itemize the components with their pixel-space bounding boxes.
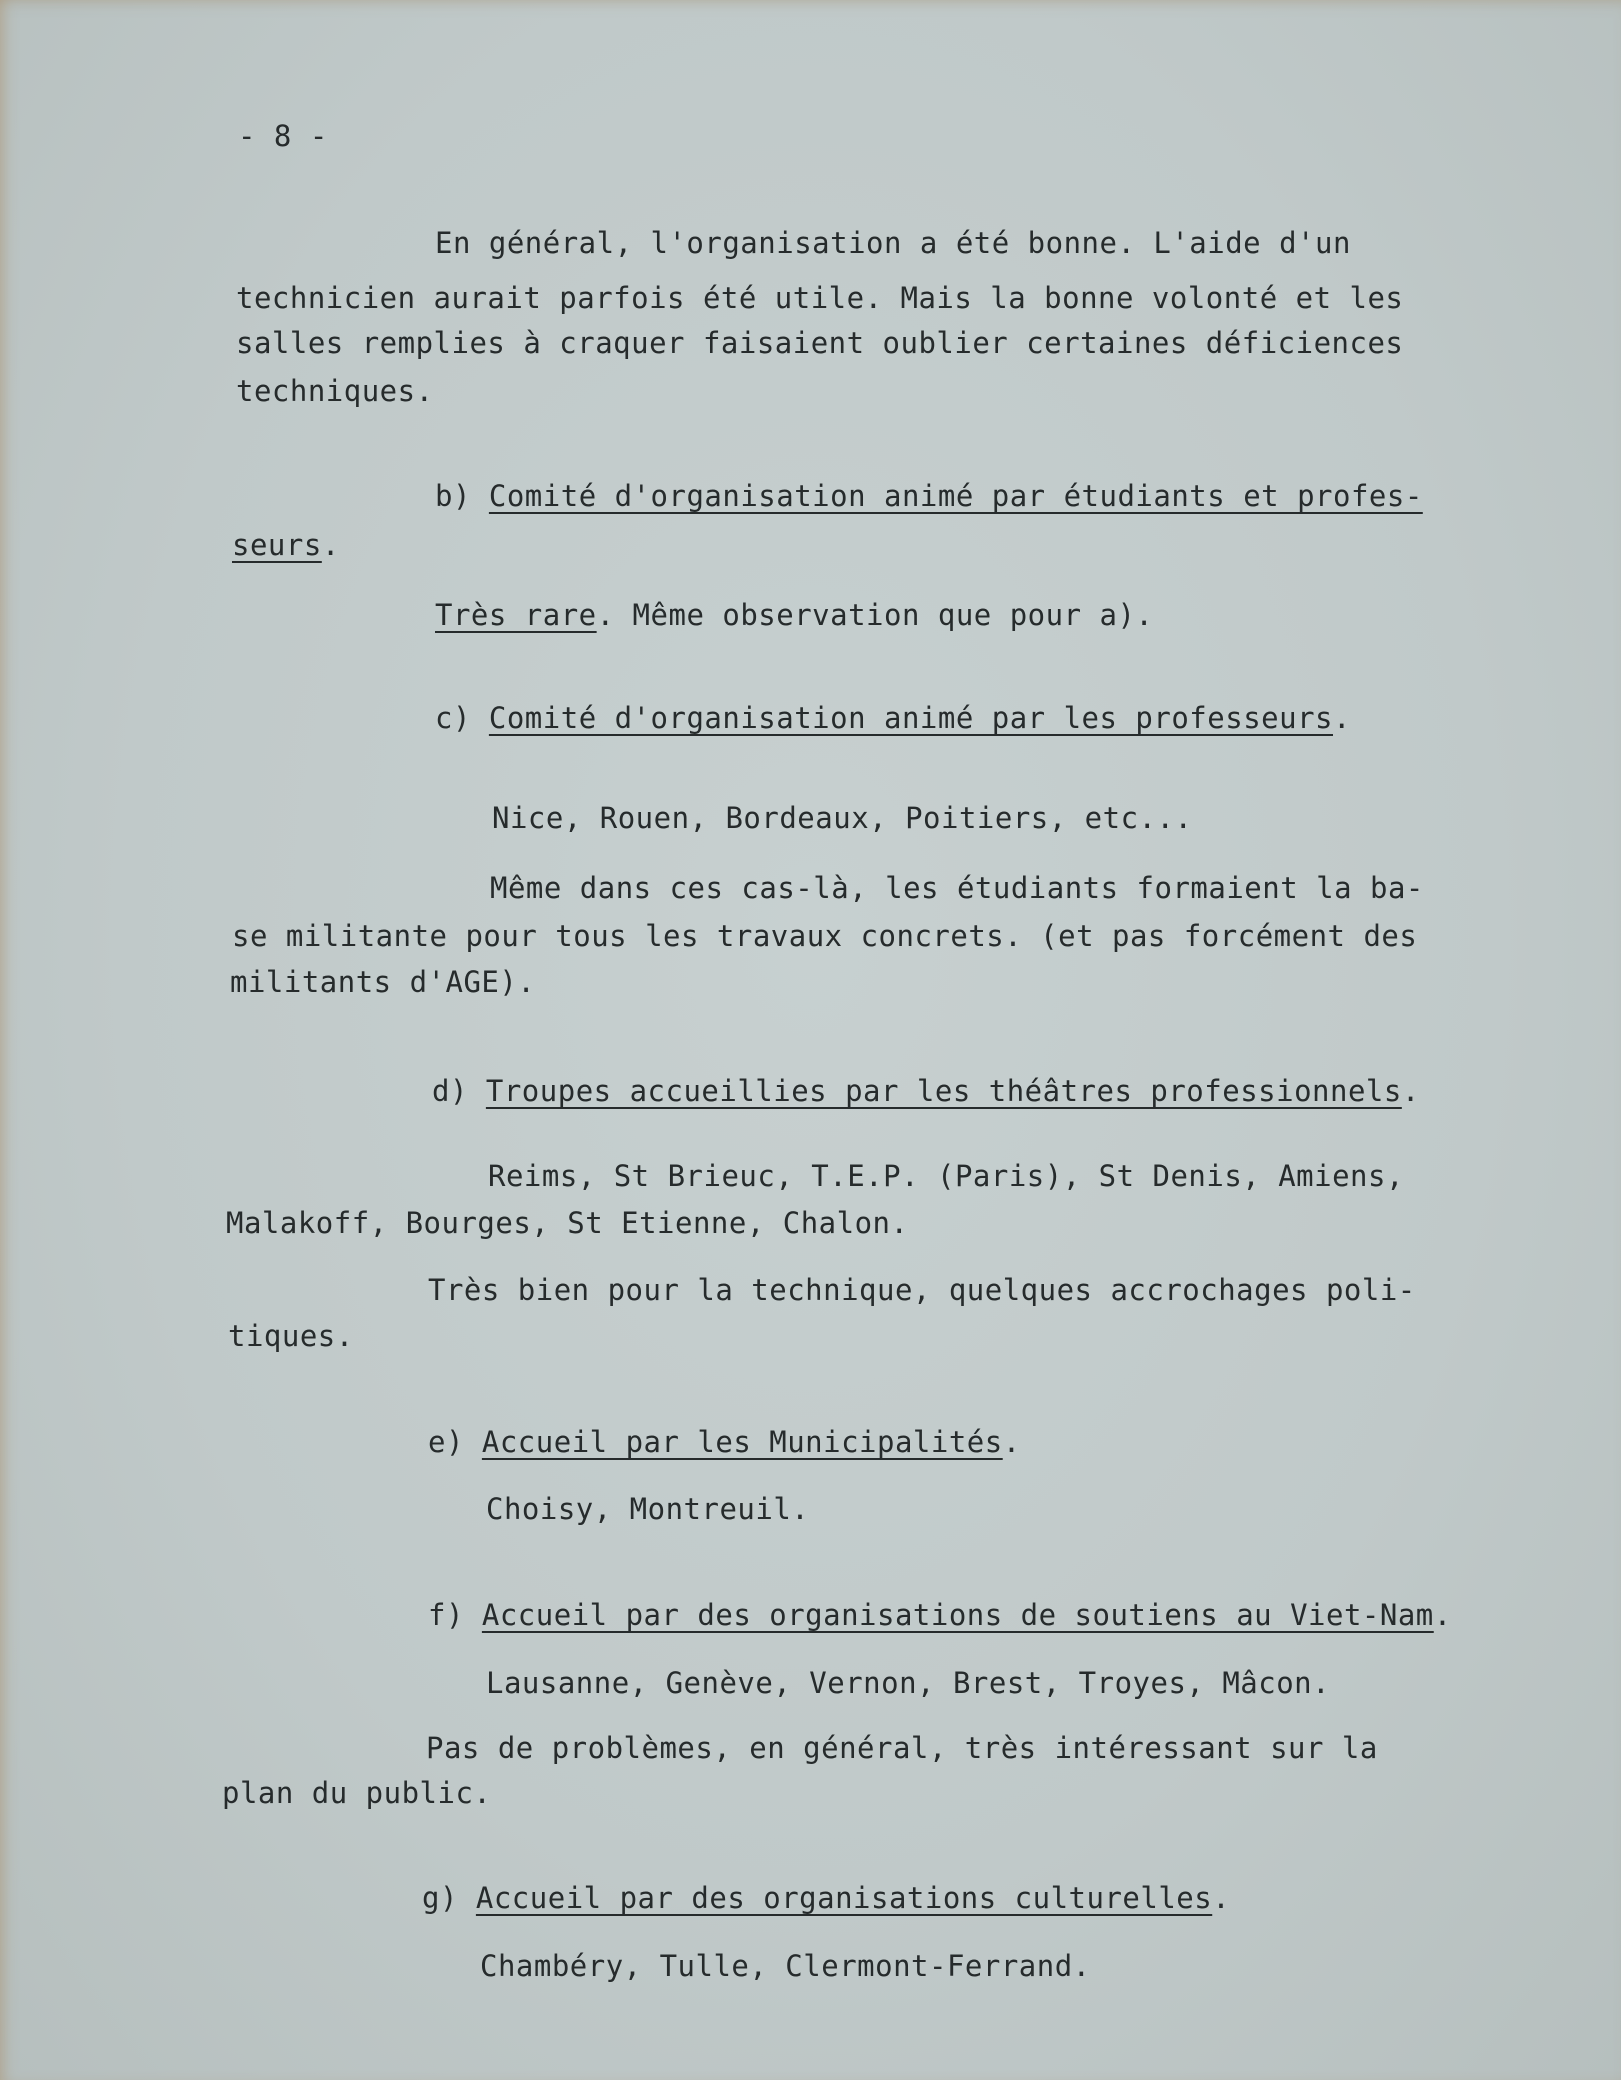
- section-c-places: Nice, Rouen, Bordeaux, Poitiers, etc...: [492, 801, 1193, 835]
- section-f-line1: Pas de problèmes, en général, très intéressant sur la: [426, 1731, 1378, 1765]
- section-f-heading: [428, 1597, 1452, 1633]
- section-b-title-cont: seurs: [232, 528, 322, 562]
- section-g-marker: g): [422, 1881, 458, 1915]
- section-b-heading-cont: [232, 527, 340, 563]
- section-f-marker: f): [428, 1598, 464, 1632]
- section-g-title-period: .: [1212, 1881, 1231, 1915]
- section-f-title: Accueil par des organisations de soutiens au Viet-Nam: [481, 1598, 1434, 1632]
- para1-line2: technicien aurait parfois été utile. Mais la bonne volonté et les: [236, 281, 1404, 315]
- section-g-places: Chambéry, Tulle, Clermont-Ferrand.: [480, 1949, 1091, 1983]
- section-b-marker: b): [435, 479, 471, 513]
- section-d-places1: Reims, St Brieuc, T.E.P. (Paris), St Denis, Amiens,: [488, 1159, 1404, 1193]
- section-b-heading: [435, 478, 1423, 514]
- section-f-places: Lausanne, Genève, Vernon, Brest, Troyes, Mâcon.: [486, 1666, 1331, 1700]
- section-c-marker: c): [435, 701, 471, 735]
- section-g-heading: [422, 1880, 1230, 1916]
- section-f-line2: plan du public.: [222, 1776, 492, 1810]
- section-b-title: Comité d'organisation animé par étudiants et profes-: [488, 479, 1423, 513]
- section-c-title-period: .: [1333, 701, 1351, 735]
- section-d-title: Troupes accueillies par les théâtres professionnels: [485, 1074, 1402, 1108]
- section-b-title-period: .: [321, 528, 340, 562]
- section-d-heading: [432, 1073, 1420, 1109]
- section-c-title: Comité d'organisation animé par les professeurs: [488, 701, 1333, 735]
- section-d-marker: d): [432, 1074, 468, 1108]
- section-g-title: Accueil par des organisations culturelles: [475, 1881, 1213, 1915]
- section-e-title-period: .: [1002, 1425, 1021, 1459]
- section-c-line1: Même dans ces cas-là, les étudiants formaient la ba-: [490, 871, 1424, 905]
- section-b-note-rest: . Même observation que pour a).: [596, 598, 1154, 632]
- section-e-places: Choisy, Montreuil.: [486, 1492, 810, 1526]
- section-c-line3: militants d'AGE).: [230, 965, 536, 999]
- section-d-places2: Malakoff, Bourges, St Etienne, Chalon.: [226, 1206, 909, 1240]
- section-c-line2: se militante pour tous les travaux concrets. (et pas forcément des: [232, 919, 1418, 953]
- section-f-title-period: .: [1433, 1598, 1452, 1632]
- section-c-heading: [435, 700, 1351, 736]
- section-e-heading: [428, 1424, 1021, 1460]
- section-b-note-underlined: Très rare: [435, 598, 597, 632]
- para1-line3: salles remplies à craquer faisaient oublier certaines déficiences: [236, 326, 1404, 360]
- para1-line1: En général, l'organisation a été bonne. L'aide d'un: [435, 226, 1351, 260]
- page-number: - 8 -: [238, 119, 328, 153]
- section-b-note: [435, 597, 1153, 633]
- para1-line4: techniques.: [236, 374, 434, 408]
- section-d-line2: tiques.: [228, 1319, 354, 1353]
- section-e-title: Accueil par les Municipalités: [481, 1425, 1003, 1459]
- section-d-line1: Très bien pour la technique, quelques accrochages poli-: [428, 1273, 1416, 1307]
- section-d-title-period: .: [1401, 1074, 1420, 1108]
- section-e-marker: e): [428, 1425, 464, 1459]
